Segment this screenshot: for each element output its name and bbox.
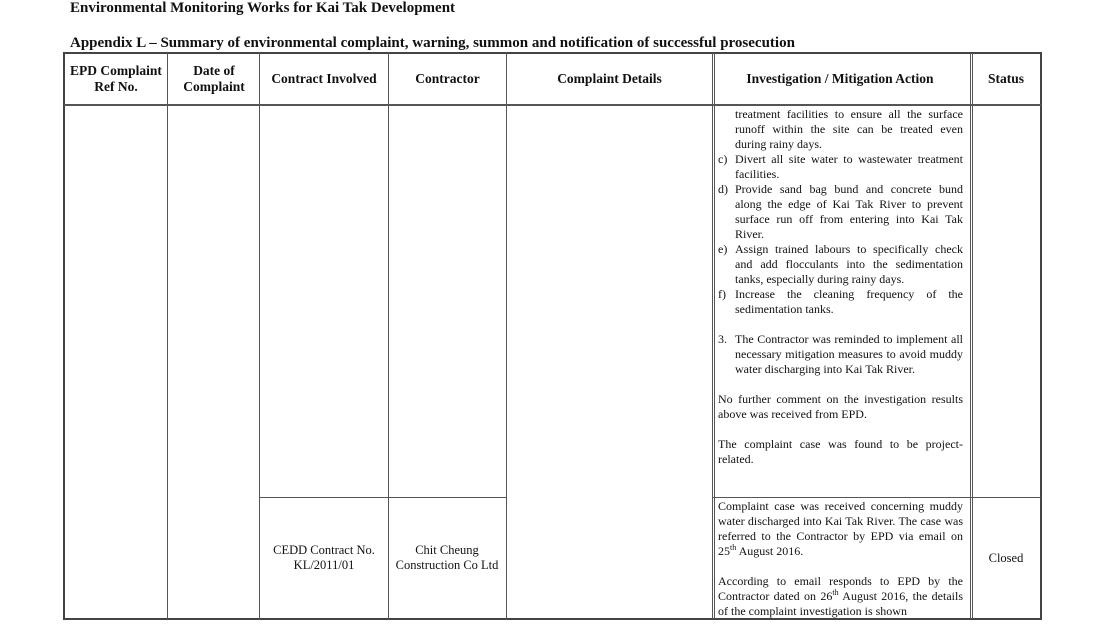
row-divider (712, 497, 1041, 498)
header-contractor: Contractor (415, 71, 480, 86)
header-contract: Contract Involved (271, 71, 377, 86)
investigation-cell-row1 (718, 107, 963, 467)
investigation-cell-row2 (718, 499, 963, 619)
header-divider (64, 104, 1041, 106)
header-ref: EPD Complaint Ref No. (70, 63, 162, 94)
header-status: Status (987, 71, 1024, 86)
row-divider (259, 497, 506, 498)
list-item (718, 152, 963, 182)
no-comment-text: No further comment on the investigation results above was received from EPD. (718, 392, 963, 421)
lead-in-text: treatment facilities to ensure all the surface runoff within the site can be treated even during rainy days. (735, 107, 963, 151)
column-divider (972, 53, 973, 619)
list-item (718, 242, 963, 287)
contract-cell-row2: CEDD Contract No. KL/2011/01 (273, 543, 375, 572)
header-details: Complaint Details (557, 71, 662, 86)
list-text: Assign trained labours to specifically check and add flocculants into the sedimentation tanks, especially during rainy days. (735, 242, 963, 286)
numbered-text: The Contractor was reminded to implement all necessary mitigation measures to avoid muddy water discharging into Kai Tak River. (735, 332, 963, 376)
project-related-text: The complaint case was found to be project-related. (718, 437, 963, 466)
header-investigation: Investigation / Mitigation Action (746, 71, 934, 86)
contractor-response-text: According to email responds to EPD by the Contractor dated on 26th August 2016, the details of the complaint investigation is shown (718, 574, 963, 618)
list-marker: f) (718, 287, 726, 301)
list-item (718, 107, 963, 152)
list-text: Increase the cleaning frequency of the sedimentation tanks. (735, 287, 963, 316)
list-marker: d) (718, 182, 728, 196)
contractor-cell-row2: Chit Cheung Construction Co Ltd (395, 543, 499, 572)
column-divider (712, 53, 713, 619)
numbered-item (718, 332, 963, 377)
list-marker: c) (718, 152, 728, 166)
column-divider (506, 53, 507, 619)
list-item (718, 182, 963, 242)
document-title: Environmental Monitoring Works for Kai Tak Development (70, 0, 456, 16)
column-divider (259, 53, 260, 619)
appendix-title: Appendix L – Summary of environmental complaint, warning, summon and notification of successful prosecution (70, 35, 795, 51)
complaint-received-text: Complaint case was received concerning muddy water discharged into Kai Tak River. The case was referred to the Contractor by EPD via email on 25th August 2016. (718, 499, 963, 558)
list-item (718, 287, 963, 317)
column-divider (970, 53, 971, 619)
status-cell-row2: Closed (988, 550, 1024, 565)
list-text: Provide sand bag bund and concrete bund along the edge of Kai Tak River to prevent surface run off from entering into Kai Tak River. (735, 182, 963, 241)
numbered-marker: 3. (718, 332, 727, 346)
list-marker: e) (718, 242, 728, 256)
column-divider (714, 53, 715, 619)
list-text: Divert all site water to wastewater treatment facilities. (735, 152, 963, 181)
column-divider (167, 53, 168, 619)
header-date: Date of Complaint (183, 63, 245, 94)
column-divider (388, 53, 389, 619)
